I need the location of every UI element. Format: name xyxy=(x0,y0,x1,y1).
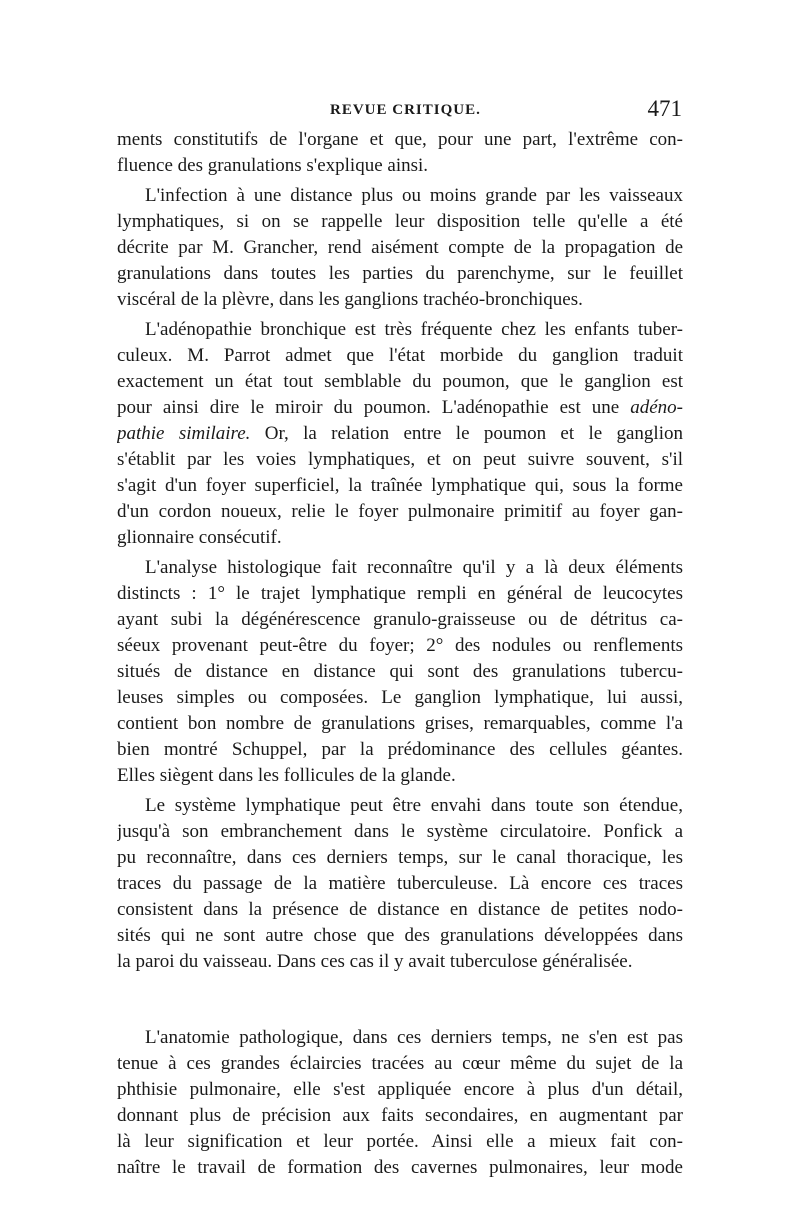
text-line: glionnaire consécutif. xyxy=(117,527,282,548)
paragraph xyxy=(117,793,683,975)
text-line: L'anatomie pathologique, dans ces derniers temps, ne s'en est pas xyxy=(145,1027,683,1048)
text-line: Elles siègent dans les follicules de la glande. xyxy=(117,765,456,786)
text-line: exactement un état tout semblable du poumon, que le ganglion est xyxy=(117,371,683,392)
text-line: bien montré Schuppel, par la prédominance des cellules géantes. xyxy=(117,739,683,760)
text-line: tenue à ces grandes éclaircies tracées au cœur même du sujet de la xyxy=(117,1053,683,1074)
text-run: Or, la relation entre le poumon et le ganglion xyxy=(250,423,683,444)
text-line: jusqu'à son embranchement dans le système circulatoire. Ponfick a xyxy=(117,821,683,842)
text-line: culeux. M. Parrot admet que l'état morbide du ganglion traduit xyxy=(117,345,683,366)
paragraph xyxy=(117,127,683,179)
text-line: s'établit par les voies lymphatiques, et on peut suivre souvent, s'il xyxy=(117,449,683,470)
text-line: phthisie pulmonaire, elle s'est appliquée encore à plus d'un détail, xyxy=(117,1079,683,1100)
text-line: viscéral de la plèvre, dans les ganglions trachéo-bronchiques. xyxy=(117,289,583,310)
text-line: là leur signification et leur portée. Ainsi elle a mieux fait con- xyxy=(117,1131,683,1152)
text-line: contient bon nombre de granulations grises, remarquables, comme l'a xyxy=(117,713,683,734)
paragraph xyxy=(117,555,683,789)
text-line: ments constitutifs de l'organe et que, pour une part, l'extrême con- xyxy=(117,129,683,150)
text-line: la paroi du vaisseau. Dans ces cas il y avait tuberculose généralisée. xyxy=(117,951,633,972)
running-title: REVUE CRITIQUE. xyxy=(330,102,481,118)
text-line: s'agit d'un foyer superficiel, la traînée lymphatique qui, sous la forme xyxy=(117,475,683,496)
text-line: granulations dans toutes les parties du parenchyme, sur le feuillet xyxy=(117,263,683,284)
text-line: d'un cordon noueux, relie le foyer pulmonaire primitif au foyer gan- xyxy=(117,501,683,522)
text-line: naître le travail de formation des cavernes pulmonaires, leur mode xyxy=(117,1157,683,1178)
paragraph xyxy=(117,317,683,551)
italic-run: adéno- xyxy=(630,397,683,418)
text-line: Le système lymphatique peut être envahi dans toute son étendue, xyxy=(145,795,683,816)
paragraph xyxy=(117,183,683,313)
text-line: L'infection à une distance plus ou moins grande par les vaisseaux xyxy=(145,185,683,206)
text-line: consistent dans la présence de distance en distance de petites nodo- xyxy=(117,899,683,920)
text-line: leuses simples ou composées. Le ganglion lymphatique, lui aussi, xyxy=(117,687,683,708)
italic-run: pathie similaire. xyxy=(117,423,251,444)
running-header xyxy=(0,96,800,126)
text-line: traces du passage de la matière tuberculeuse. Là encore ces traces xyxy=(117,873,683,894)
text-line: distincts : 1° le trajet lymphatique rempli en général de leucocytes xyxy=(117,583,683,604)
text-line: séeux provenant peut-être du foyer; 2° des nodules ou renflements xyxy=(117,635,683,656)
text-run: pour ainsi dire le miroir du poumon. L'adénopathie est une xyxy=(117,397,631,418)
text-line: situés de distance en distance qui sont des granulations tubercu- xyxy=(117,661,683,682)
text-line xyxy=(117,421,683,447)
text-line xyxy=(117,395,683,421)
text-line: ayant subi la dégénérescence granulo-graisseuse ou de détritus ca- xyxy=(117,609,683,630)
text-line: décrite par M. Grancher, rend aisément compte de la propagation de xyxy=(117,237,683,258)
text-line: sités qui ne sont autre chose que des granulations développées dans xyxy=(117,925,683,946)
body-text xyxy=(117,127,683,1185)
text-line: lymphatiques, si on se rappelle leur disposition telle qu'elle a été xyxy=(117,211,683,232)
text-line: pu reconnaître, dans ces derniers temps, sur le canal thoracique, les xyxy=(117,847,683,868)
text-line: L'analyse histologique fait reconnaître qu'il y a là deux éléments xyxy=(145,557,683,578)
text-line: L'adénopathie bronchique est très fréquente chez les enfants tuber- xyxy=(145,319,683,340)
text-line: donnant plus de précision aux faits secondaires, en augmentant par xyxy=(117,1105,683,1126)
page-number: 471 xyxy=(647,96,682,121)
text-line: fluence des granulations s'explique ainsi. xyxy=(117,155,429,176)
paragraph xyxy=(117,1025,683,1181)
section-gap xyxy=(117,979,683,1025)
